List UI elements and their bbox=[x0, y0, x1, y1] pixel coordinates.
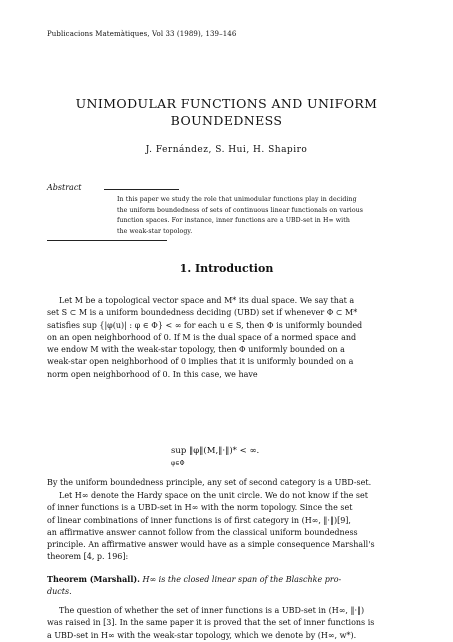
intro-paragraph-1 bbox=[47, 295, 409, 381]
text-line: The question of whether the set of inner functions is a UBD-set in (H∞, ‖·‖) bbox=[59, 606, 365, 615]
text-line: Let M be a topological vector space and M* its dual space. We say that a bbox=[59, 296, 355, 305]
section-heading: 1. Introduction bbox=[179, 262, 274, 275]
abstract-label: Abstract bbox=[47, 183, 82, 192]
theorem-line bbox=[47, 573, 409, 586]
paper-title-line-1: UNIMODULAR FUNCTIONS AND UNIFORM bbox=[75, 96, 378, 111]
text-line: an affirmative answer cannot follow from the classical uniform boundedness bbox=[47, 527, 358, 537]
text-line: was raised in [3]. In the same paper it is proved that the set of inner functions is bbox=[47, 618, 375, 628]
journal-header: Publicacions Matemàtiques, Vol 33 (1989), 139–146 bbox=[47, 30, 237, 38]
abstract-body bbox=[117, 195, 407, 237]
text-line: principle. An affirmative answer would have as a simple consequence Marshall's bbox=[47, 540, 375, 550]
text-line: By the uniform boundedness principle, any set of second category is a UBD-set. bbox=[47, 478, 372, 487]
text-line: a UBD-set in H∞ with the weak-star topology, which we denote by (H∞, w*). bbox=[47, 630, 357, 640]
text-line: satisfies sup {|φ(u)| : φ ∈ Φ} < ∞ for each u ∈ S, then Φ is uniformly bounded bbox=[47, 320, 363, 330]
text-line: of inner functions is a UBD-set in H∞ with the norm topology. Since the set bbox=[47, 503, 353, 513]
abstract-line: In this paper we study the role that unimodular functions play in deciding bbox=[117, 196, 357, 203]
abstract-bottom-rule bbox=[47, 240, 167, 241]
display-equation bbox=[171, 446, 260, 467]
abstract-line: the uniform boundedness of sets of continuous linear functionals on various bbox=[117, 206, 364, 214]
abstract-line: function spaces. For instance, inner functions are a UBD-set in H∞ with bbox=[117, 217, 350, 225]
intro-paragraph-3 bbox=[47, 490, 409, 564]
abstract-line: the weak-star topology. bbox=[117, 227, 193, 235]
text-line: Let H∞ denote the Hardy space on the unit circle. We do not know if the set bbox=[59, 491, 368, 500]
equation-main: sup ‖φ‖(M,‖·‖)* < ∞. bbox=[171, 446, 260, 456]
text-line: we endow M with the weak-star topology, then Φ uniformly bounded on a bbox=[47, 345, 345, 355]
author-list: J. Fernández, S. Hui, H. Shapiro bbox=[145, 145, 308, 155]
text-line: theorem [4, p. 196]: bbox=[47, 552, 129, 562]
theorem-label: Theorem (Marshall). bbox=[47, 574, 140, 584]
intro-paragraph-2 bbox=[47, 477, 409, 489]
text-line: set S ⊂ M is a uniform boundedness deciding (UBD) set if whenever Φ ⊂ M* bbox=[47, 308, 358, 318]
equation-subscript: φ∈Φ bbox=[171, 460, 185, 467]
theorem-block bbox=[47, 573, 409, 599]
text-line: norm open neighborhood of 0. In this case, we have bbox=[47, 369, 258, 379]
paper-title-line-2: BOUNDEDNESS bbox=[170, 113, 283, 128]
abstract-top-rule bbox=[104, 189, 179, 190]
theorem-text-cont: ducts. bbox=[47, 587, 72, 597]
theorem-text: H∞ is the closed linear span of the Blaschke pro- bbox=[139, 575, 342, 584]
text-line: of linear combinations of inner functions is of first category in (H∞, ‖·‖)[9], bbox=[47, 515, 351, 525]
text-line: weak-star open neighborhood of 0 implies that it is uniformly bounded on a bbox=[47, 357, 354, 367]
text-line: on an open neighborhood of 0. If M is the dual space of a normed space and bbox=[47, 332, 357, 342]
intro-paragraph-4 bbox=[47, 605, 409, 642]
